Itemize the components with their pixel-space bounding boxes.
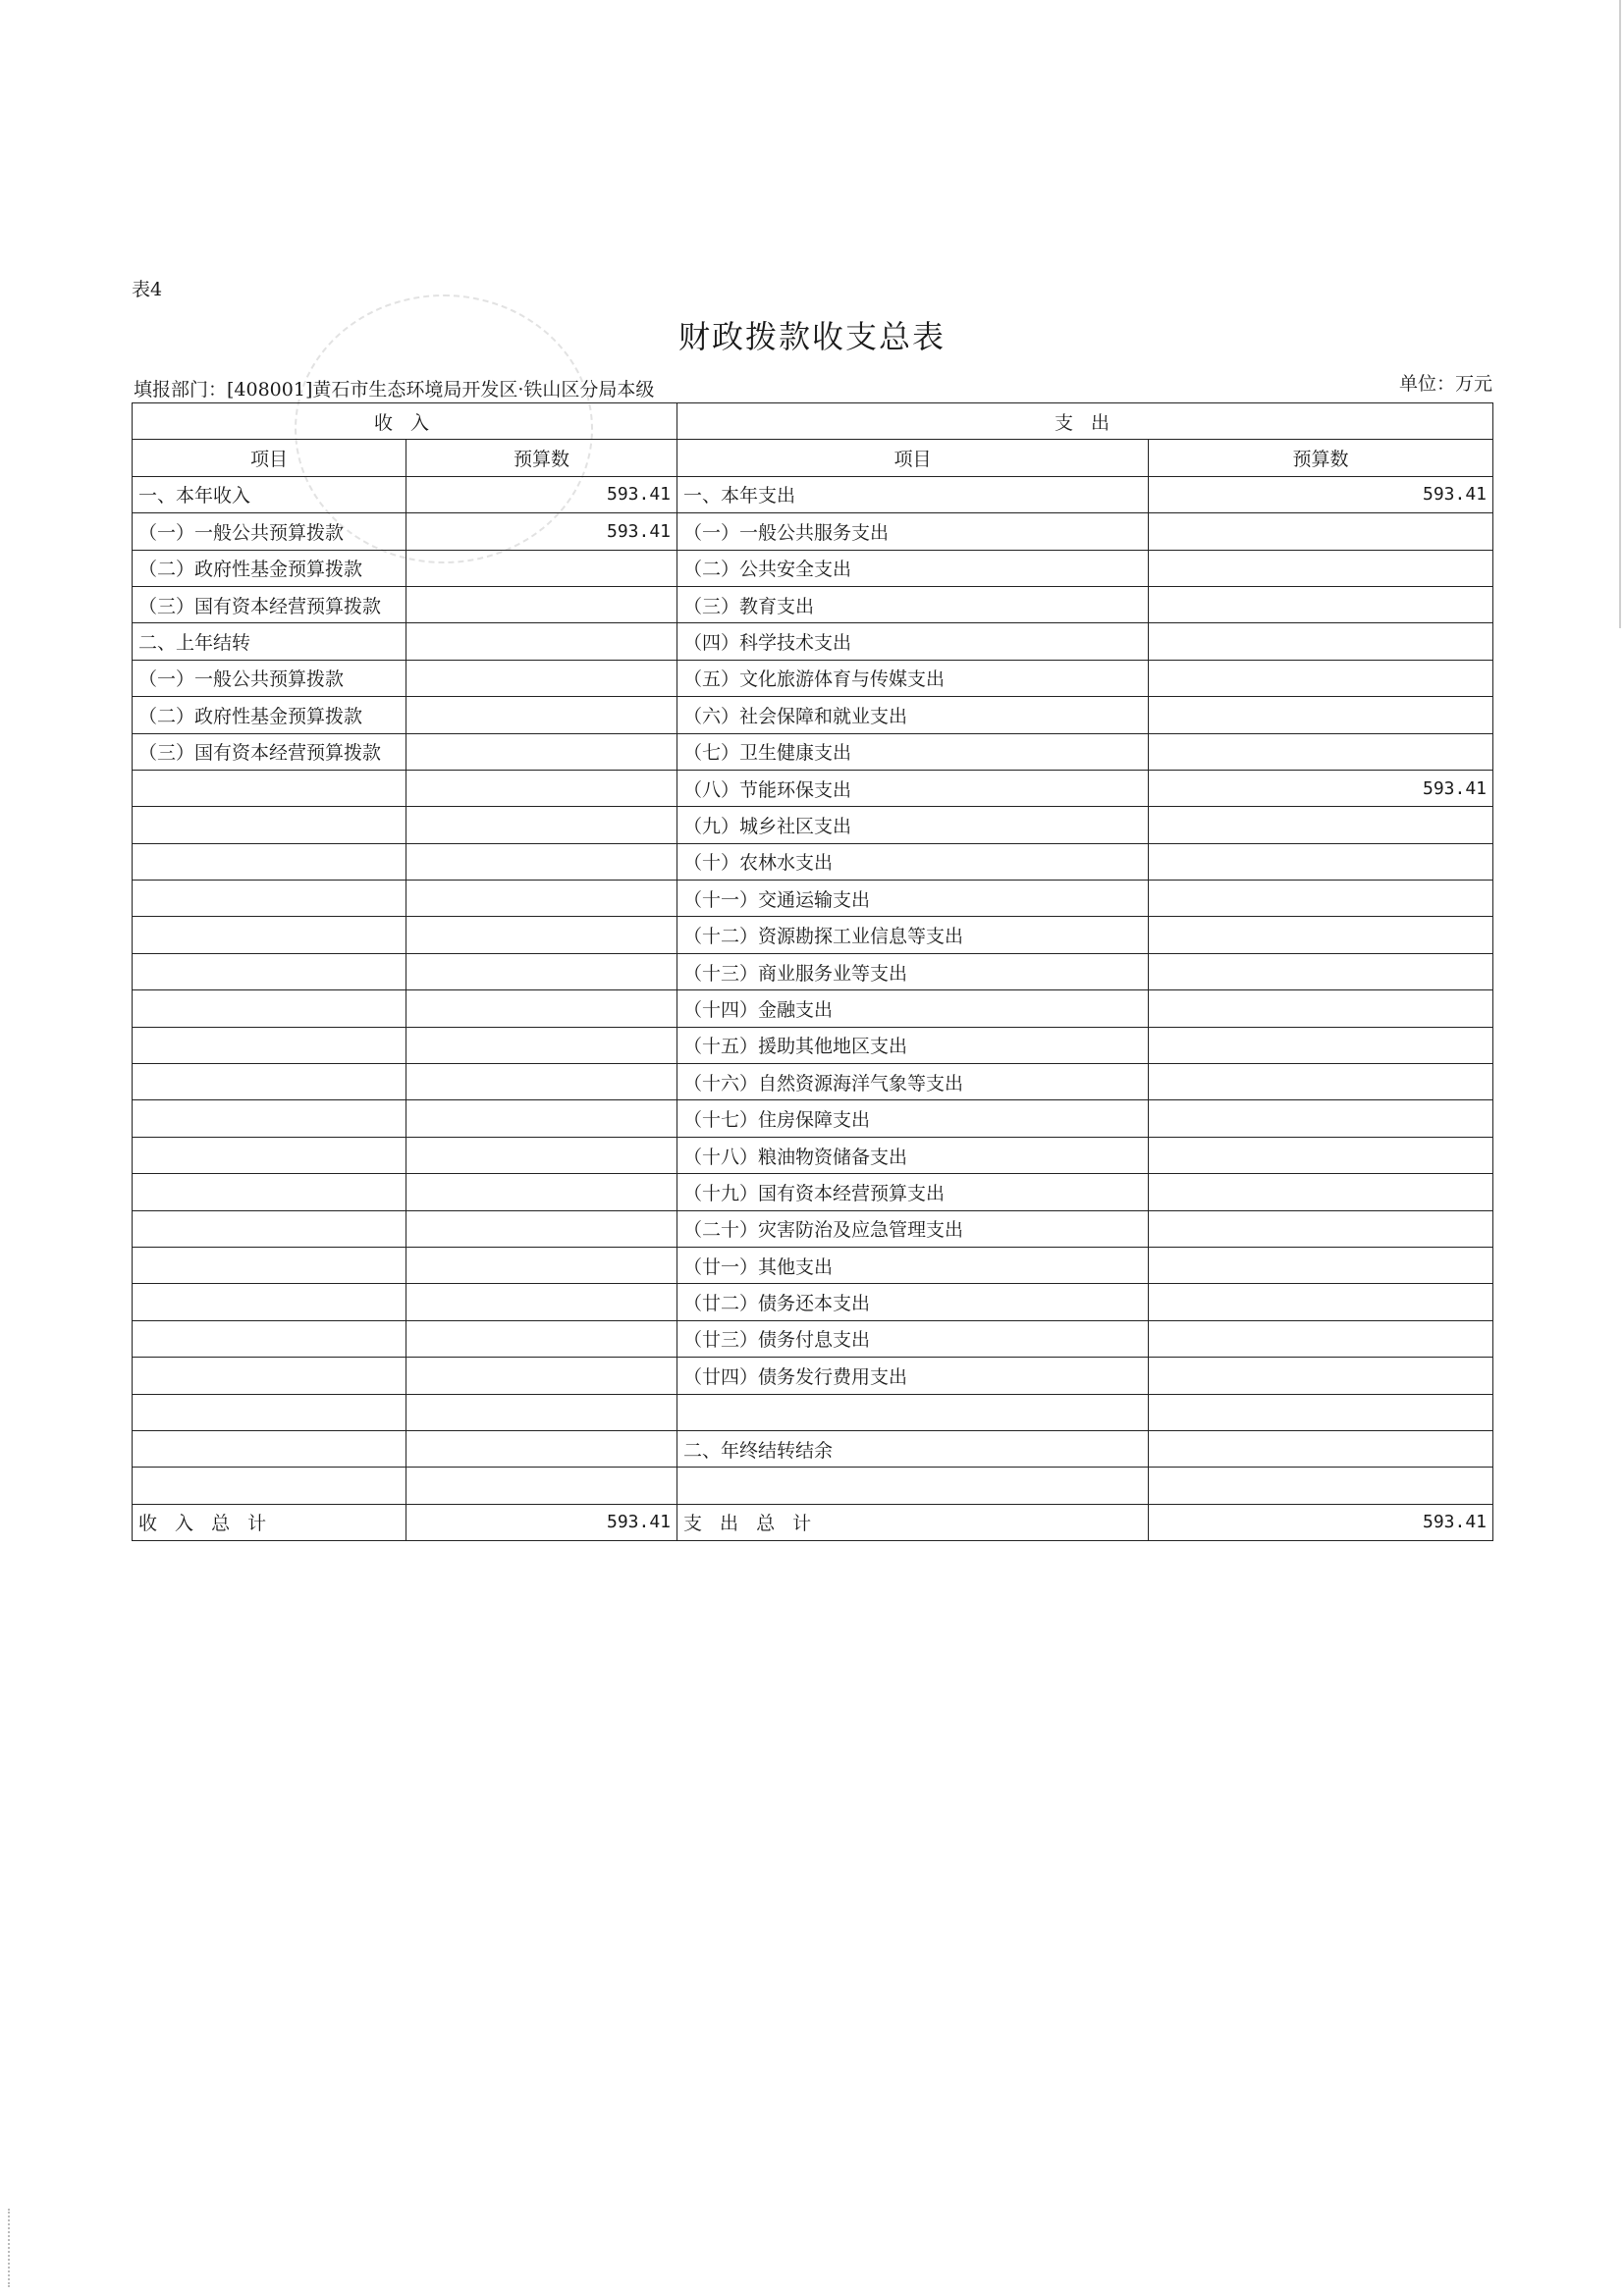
income-budget-cell (406, 1174, 677, 1210)
income-budget-header: 预算数 (406, 440, 677, 476)
income-total-label: 收 入 总 计 (133, 1504, 406, 1540)
income-budget-cell (406, 550, 677, 586)
income-budget-cell (406, 881, 677, 917)
expense-budget-cell (1149, 1247, 1493, 1283)
expense-item-cell: （二十）灾害防治及应急管理支出 (677, 1210, 1149, 1247)
expense-budget-cell (1149, 733, 1493, 770)
income-budget-cell (406, 660, 677, 696)
income-item-cell (133, 1284, 406, 1320)
income-total-value: 593.41 (406, 1504, 677, 1540)
expense-budget-cell (1149, 623, 1493, 660)
table-row (133, 1247, 1493, 1283)
table-row (133, 550, 1493, 586)
table-row (133, 1394, 1493, 1430)
expense-item-cell: （十六）自然资源海洋气象等支出 (677, 1064, 1149, 1100)
expense-item-cell: （二）公共安全支出 (677, 550, 1149, 586)
expense-item-cell (677, 1468, 1149, 1504)
income-budget-cell (406, 807, 677, 843)
expense-item-cell: （十九）国有资本经营预算支出 (677, 1174, 1149, 1210)
expense-item-cell: （七）卫生健康支出 (677, 733, 1149, 770)
income-item-cell (133, 1100, 406, 1137)
expense-budget-cell (1149, 1210, 1493, 1247)
income-budget-cell: 593.41 (406, 513, 677, 550)
expense-budget-cell (1149, 513, 1493, 550)
expense-budget-cell (1149, 1027, 1493, 1063)
reporting-department: 填报部门：[408001]黄石市生态环境局开发区·铁山区分局本级 (134, 379, 655, 400)
total-row (133, 1504, 1493, 1540)
income-item-cell (133, 1468, 406, 1504)
table-number: 表4 (132, 279, 163, 300)
expense-budget-cell (1149, 1358, 1493, 1394)
income-item-cell (133, 1247, 406, 1283)
income-item-cell (133, 1430, 406, 1467)
income-item-cell (133, 1320, 406, 1357)
income-item-cell (133, 917, 406, 953)
income-budget-cell (406, 770, 677, 806)
expense-item-cell: （廿三）债务付息支出 (677, 1320, 1149, 1357)
expense-budget-cell (1149, 660, 1493, 696)
table-row (133, 1320, 1493, 1357)
expense-budget-cell (1149, 550, 1493, 586)
expense-item-cell: （三）教育支出 (677, 586, 1149, 622)
income-item-cell (133, 1174, 406, 1210)
table-row (133, 807, 1493, 843)
table-row (133, 917, 1493, 953)
income-budget-cell (406, 1394, 677, 1430)
expense-budget-cell (1149, 1284, 1493, 1320)
table-row (133, 1137, 1493, 1173)
expense-budget-cell (1149, 1137, 1493, 1173)
income-item-cell: （一）一般公共预算拨款 (133, 660, 406, 696)
expense-item-cell: （四）科学技术支出 (677, 623, 1149, 660)
income-item-cell (133, 1210, 406, 1247)
table-row (133, 1027, 1493, 1063)
table-row (133, 1358, 1493, 1394)
income-budget-cell (406, 1430, 677, 1467)
income-budget-cell (406, 623, 677, 660)
expense-item-cell: 二、年终结转结余 (677, 1430, 1149, 1467)
income-item-cell (133, 1394, 406, 1430)
income-item-cell (133, 843, 406, 880)
income-budget-cell (406, 1320, 677, 1357)
income-budget-cell (406, 1468, 677, 1504)
income-group-header: 收 入 (133, 403, 677, 440)
income-item-cell (133, 881, 406, 917)
income-budget-cell (406, 953, 677, 989)
expense-budget-cell (1149, 1320, 1493, 1357)
expense-item-cell: （十八）粮油物资储备支出 (677, 1137, 1149, 1173)
income-item-header: 项目 (133, 440, 406, 476)
income-item-cell (133, 1358, 406, 1394)
expense-item-cell: （廿二）债务还本支出 (677, 1284, 1149, 1320)
expense-budget-cell: 593.41 (1149, 476, 1493, 512)
table-row (133, 623, 1493, 660)
income-budget-cell (406, 1064, 677, 1100)
expense-budget-header: 预算数 (1149, 440, 1493, 476)
table-row (133, 1100, 1493, 1137)
income-budget-cell (406, 1358, 677, 1394)
table-row (133, 1284, 1493, 1320)
table-row (133, 660, 1493, 696)
income-budget-cell (406, 990, 677, 1027)
income-item-cell: （三）国有资本经营预算拨款 (133, 733, 406, 770)
expense-budget-cell (1149, 1174, 1493, 1210)
expense-budget-cell (1149, 807, 1493, 843)
table-row (133, 843, 1493, 880)
expense-total-label: 支 出 总 计 (677, 1504, 1149, 1540)
column-header-row (133, 440, 1493, 476)
income-item-cell (133, 953, 406, 989)
expense-item-cell: 一、本年支出 (677, 476, 1149, 512)
expense-budget-cell (1149, 881, 1493, 917)
income-item-cell: （二）政府性基金预算拨款 (133, 550, 406, 586)
income-budget-cell (406, 1137, 677, 1173)
expense-item-cell: （一）一般公共服务支出 (677, 513, 1149, 550)
expense-budget-cell (1149, 1394, 1493, 1430)
expense-budget-cell (1149, 953, 1493, 989)
income-budget-cell (406, 1100, 677, 1137)
income-item-cell: 一、本年收入 (133, 476, 406, 512)
table-row (133, 697, 1493, 733)
expense-item-cell: （十七）住房保障支出 (677, 1100, 1149, 1137)
income-budget-cell: 593.41 (406, 476, 677, 512)
expense-item-cell: （九）城乡社区支出 (677, 807, 1149, 843)
budget-table (132, 402, 1493, 1541)
table-row (133, 733, 1493, 770)
table-row (133, 990, 1493, 1027)
expense-item-cell: （十二）资源勘探工业信息等支出 (677, 917, 1149, 953)
expense-item-cell: （五）文化旅游体育与传媒支出 (677, 660, 1149, 696)
income-item-cell (133, 807, 406, 843)
table-row (133, 476, 1493, 512)
expense-item-cell: （十）农林水支出 (677, 843, 1149, 880)
expense-item-cell: （十一）交通运输支出 (677, 881, 1149, 917)
expense-budget-cell (1149, 1468, 1493, 1504)
income-item-cell: （一）一般公共预算拨款 (133, 513, 406, 550)
income-item-cell: 二、上年结转 (133, 623, 406, 660)
expense-item-cell (677, 1394, 1149, 1430)
income-budget-cell (406, 586, 677, 622)
table-row (133, 1468, 1493, 1504)
income-budget-cell (406, 1284, 677, 1320)
table-row (133, 1430, 1493, 1467)
expense-budget-cell (1149, 697, 1493, 733)
income-item-cell: （二）政府性基金预算拨款 (133, 697, 406, 733)
table-row (133, 1064, 1493, 1100)
expense-budget-cell (1149, 917, 1493, 953)
expense-budget-cell (1149, 990, 1493, 1027)
table-row (133, 586, 1493, 622)
expense-item-cell: （十三）商业服务业等支出 (677, 953, 1149, 989)
expense-item-cell: （廿一）其他支出 (677, 1247, 1149, 1283)
income-budget-cell (406, 733, 677, 770)
income-budget-cell (406, 1027, 677, 1063)
income-budget-cell (406, 1210, 677, 1247)
expense-budget-cell (1149, 1064, 1493, 1100)
table-row (133, 770, 1493, 806)
scan-edge-dots (8, 2209, 12, 2287)
income-budget-cell (406, 917, 677, 953)
income-budget-cell (406, 697, 677, 733)
expense-item-cell: （八）节能环保支出 (677, 770, 1149, 806)
income-item-cell (133, 770, 406, 806)
table-row (133, 513, 1493, 550)
income-item-cell (133, 1027, 406, 1063)
expense-budget-cell: 593.41 (1149, 770, 1493, 806)
expense-item-header: 项目 (677, 440, 1149, 476)
expense-item-cell: （十五）援助其他地区支出 (677, 1027, 1149, 1063)
expense-budget-cell (1149, 1100, 1493, 1137)
expense-item-cell: （十四）金融支出 (677, 990, 1149, 1027)
expense-group-header: 支 出 (677, 403, 1493, 440)
income-budget-cell (406, 843, 677, 880)
income-item-cell: （三）国有资本经营预算拨款 (133, 586, 406, 622)
page-title: 财政拨款收支总表 (677, 318, 946, 355)
table-row (133, 881, 1493, 917)
expense-total-value: 593.41 (1149, 1504, 1493, 1540)
table-row (133, 1210, 1493, 1247)
unit-label: 单位：万元 (1398, 373, 1492, 395)
expense-budget-cell (1149, 843, 1493, 880)
expense-item-cell: （六）社会保障和就业支出 (677, 697, 1149, 733)
income-budget-cell (406, 1247, 677, 1283)
group-header-row (133, 403, 1493, 440)
income-item-cell (133, 990, 406, 1027)
income-item-cell (133, 1064, 406, 1100)
expense-item-cell: （廿四）债务发行费用支出 (677, 1358, 1149, 1394)
expense-budget-cell (1149, 586, 1493, 622)
income-item-cell (133, 1137, 406, 1173)
table-row (133, 953, 1493, 989)
table-row (133, 1174, 1493, 1210)
expense-budget-cell (1149, 1430, 1493, 1467)
